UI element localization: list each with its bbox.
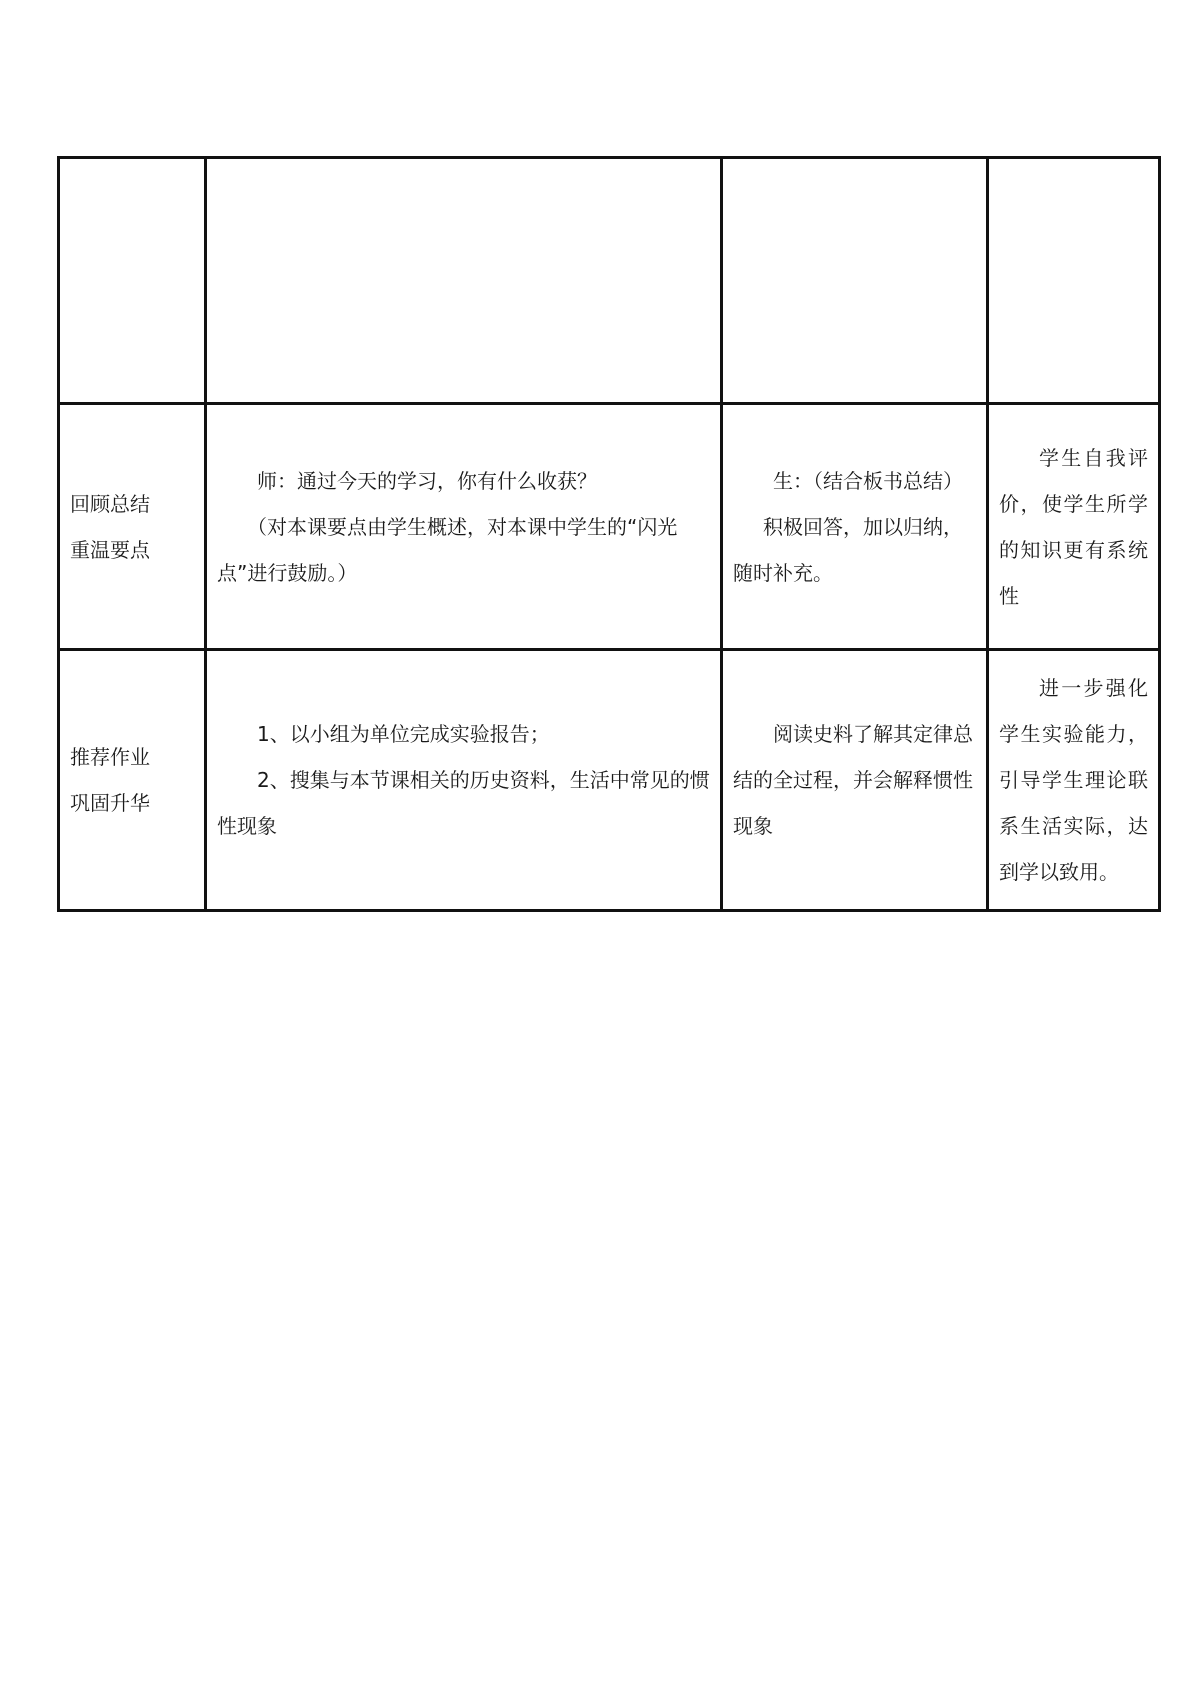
stage-label: 回顾总结 [70, 491, 150, 516]
teacher-activity-text: 1、以小组为单位完成实验报告； [257, 722, 550, 746]
stage-cell [59, 404, 206, 650]
stage-label: 巩固升华 [70, 791, 150, 815]
student-activity-cell [722, 158, 988, 404]
teacher-activity-text: （对本课要点由学生概述，对本课中学生的“闪光点”进行鼓励。） [217, 514, 678, 585]
design-intent-cell [988, 158, 1160, 404]
stage-label: 重温要点 [70, 537, 150, 562]
stage-cell [59, 650, 206, 911]
teacher-activity-cell [206, 404, 722, 650]
student-activity-text: 阅读史料了解其定律总结的全过程，并会解释惯性现象 [733, 722, 973, 838]
student-activity-cell [722, 404, 988, 650]
table-row [59, 158, 1160, 404]
teacher-activity-text: 2、搜集与本节课相关的历史资料，生活中常见的惯性现象 [217, 768, 710, 838]
table-row [59, 404, 1160, 650]
teacher-activity-cell [206, 650, 722, 911]
student-activity-text: 积极回答，加以归纳，随时补充。 [733, 514, 963, 585]
design-intent-cell [988, 650, 1160, 911]
student-activity-text: 生：（结合板书总结） [773, 468, 963, 493]
stage-label: 推荐作业 [70, 745, 150, 769]
stage-cell [59, 158, 206, 404]
teacher-activity-text: 师：通过今天的学习，你有什么收获？ [257, 468, 597, 493]
teacher-activity-cell [206, 158, 722, 404]
student-activity-cell [722, 650, 988, 911]
design-intent-text: 进一步强化学生实验能力，引导学生理论联系生活实际，达到学以致用。 [999, 676, 1148, 884]
lesson-plan-table [57, 156, 1161, 912]
design-intent-text: 学生自我评价，使学生所学的知识更有系统性 [999, 445, 1148, 608]
table-row [59, 650, 1160, 911]
design-intent-cell [988, 404, 1160, 650]
